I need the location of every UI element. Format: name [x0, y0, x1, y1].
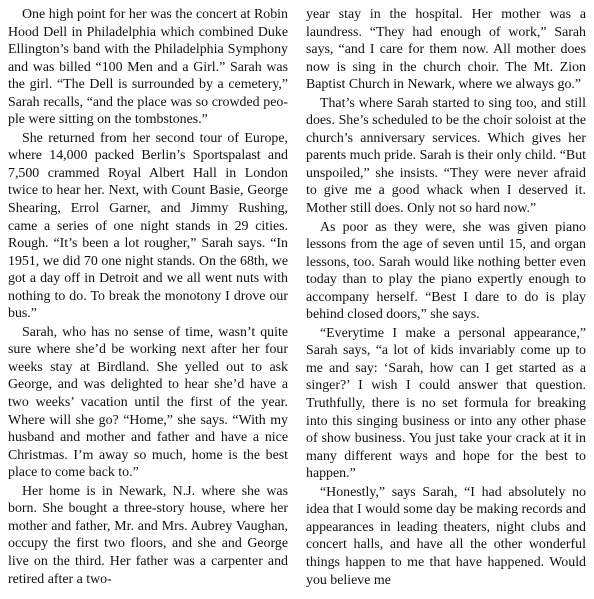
- paragraph: “Everytime I make a personal appearance,” Sarah says, “a lot of kids invariably come up to me and say: ‘Sarah, how can I get started as a singer?’ I wish I could answer that question. Truthfully, there is no set formula for breaking into this singing business or into any other phase of show business. You just take your crack at it in many different ways and hope for the best to happen.”: [306, 325, 586, 482]
- paragraph: Her home is in Newark, N.J. where she was born. She bought a three-story house, where her mother and father, Mr. and Mrs. Aubrey Vaughan, occupy the first two floors, and she and George live on the third. Her father was a carpenter and retired after a two-: [8, 483, 288, 587]
- paragraph: That’s where Sarah started to sing too, and still does. She’s scheduled to be the choir soloist at the church’s anniversary services. Which gives her parents much pride. Sarah is their only child. “But unspoiled,” she insists. “They were never afraid to give me a good whack when I deserved it. Mother still does. Only not so hard now.”: [306, 95, 586, 217]
- paragraph-continued: year stay in the hospital. Her mother was a laundress. “They had enough of work,” Sarah says, “and I care for them now. All mother does now is sing in the church choir. The Mt. Zion Baptist Church in Newark, where we always go.”: [306, 7, 586, 93]
- paragraph: As poor as they were, she was given piano lessons from the age of seven until 15, and organ lessons, too. Sarah would like nothing better even today than to play the piano expertly enough to accompany herself. “Best I dare to do is play behind closed doors,” she says.: [306, 219, 586, 323]
- paragraph: One high point for her was the concert at Robin Hood Dell in Philadelphia which combined Duke Ellington’s band with the Philadelphia Symphony and was billed “100 Men and a Girl.” Sarah was the girl. “The Dell is surrounded by a cemetery,” Sarah recalls, “and the place was so crowded people were sitting on the tombstones.”: [8, 7, 288, 128]
- column-left: [8, 6, 288, 594]
- article-page: [8, 6, 586, 594]
- paragraph: She returned from her second tour of Europe, where 14,000 packed Berlin’s Sportspalast and 7,500 crammed Royal Albert Hall in London twice to hear her. Next, with Count Basie, George Shearing, Errol Garner, and Jimmy Rushing, came a series of one night stands in 29 cities. Rough. “It’s been a lot rougher,” Sarah says. “In 1951, we did 70 one night stands. On the 68th, we got a day off in Detroit and we all went nuts with nothing to do. To break the monotony I drove our bus.”: [8, 130, 288, 322]
- paragraph: Sarah, who has no sense of time, wasn’t quite sure where she’d be working next after her four weeks stay at Birdland. She yelled out to ask George, and was delighted to hear she’d have a two weeks’ vacation until the first of the year. Where will she go? “Home,” she says. “With my husband and mother and father and have a nice Christmas. I’m away so much, home is the best place to come back to.”: [8, 324, 288, 481]
- column-right: [306, 6, 586, 594]
- paragraph: “Honestly,” says Sarah, “I had absolutely no idea that I would some day be making records and appearances in leading theaters, night clubs and concert halls, and have all the other wonderful things happen to me that have happened. Would you believe me: [306, 484, 586, 588]
